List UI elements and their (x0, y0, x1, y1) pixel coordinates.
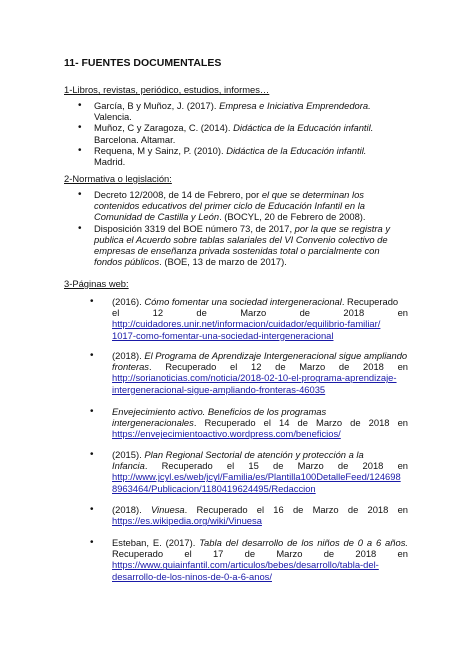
web-item: • Envejecimiento activo. Beneficios de los programas intergeneracionales. Recuperado el 14 de Marzo de 2018 en https://envejecimientoactivo.wordpress.com/beneficios/ (88, 406, 408, 440)
list-item: • Disposición 3319 del BOE número 73, de 2017, por la que se registra y publica el Acuerdo sobre tablas salariales del VI Convenio colectivo de empresas de enseñanza privada sostenidas total o parcialmente con fondos públicos. (BOE, 13 de marzo de 2017). (64, 223, 414, 268)
source-link[interactable]: intergeneracional-sigue-ampliando-fronteras-46035 (112, 383, 326, 395)
web-item: • (2018). Vinuesa. Recuperado el 16 de Marzo de 2018 en https://es.wikipedia.org/wiki/Vinuesa (88, 504, 408, 526)
source-link[interactable]: http://sorianoticias.com/noticia/2018-02-10-el-programa-aprendizaje- (112, 372, 397, 384)
list-item: • García, B y Muñoz, J. (2017). Empresa e Iniciativa Emprendedora. Valencia. (64, 100, 414, 122)
source-link[interactable]: 8963464/Publicacion/1180419624495/Redaccion (112, 482, 316, 494)
list-item: • Requena, M y Sainz, P. (2010). Didáctica de la Educación infantil. Madrid. (64, 145, 414, 167)
web-item: • (2015). Plan Regional Sectorial de atención y protección a la Infancia. Recuperado el 15 de Marzo de 2018 en http://www.jcyl.es/web/jcyl/Familia/es/Plantilla100DetalleFeed/124698 8963464/Publicacion/1180419624495/Redaccion (88, 449, 408, 494)
section-heading-web: 3-Páginas web: (64, 278, 129, 289)
source-link[interactable]: desarrollo-de-los-ninos-de-0-a-6-anos/ (112, 570, 272, 582)
web-item: • Esteban, E. (2017). Tabla del desarrollo de los niños de 0 a 6 años. Recuperado el 17 de Marzo de 2018 en https://www.guiainfantil.com/articulos/bebes/desarrollo/tabla-del- desarrollo-de-los-ninos-de-0-a-6-anos/ (88, 537, 408, 582)
books-list (64, 100, 414, 167)
source-link[interactable]: http://cuidadores.unir.net/informacion/cuidador/equilibrio-familiar/ (112, 318, 381, 330)
web-item: • (2016). Cómo fomentar una sociedad intergeneracional. Recuperado el 12 de Marzo de 2018 en http://cuidadores.unir.net/informacion/cuidador/equilibrio-familiar/ 1017-como-fomentar-una-sociedad-intergeneracional (88, 296, 408, 341)
source-link[interactable]: https://envejecimientoactivo.wordpress.com/beneficios/ (112, 428, 341, 440)
source-link[interactable]: 1017-como-fomentar-una-sociedad-intergeneracional (112, 329, 334, 341)
list-item: • Muñoz, C y Zaragoza, C. (2014). Didáctica de la Educación infantil. Barcelona. Altamar. (64, 122, 414, 144)
source-link[interactable]: http://www.jcyl.es/web/jcyl/Familia/es/Plantilla100DetalleFeed/124698 (112, 471, 401, 483)
section-heading-books: 1-Libros, revistas, periódico, estudios, informes… (64, 84, 270, 95)
source-link[interactable]: https://es.wikipedia.org/wiki/Vinuesa (112, 515, 262, 527)
section-heading-legislation: 2-Normativa o legislación: (64, 173, 172, 184)
web-item: • (2018). El Programa de Aprendizaje Intergeneracional sigue ampliando fronteras. Recuperado el 12 de Marzo de 2018 en http://sorianoticias.com/noticia/2018-02-10-el-programa-aprendizaje- intergeneracional-sigue-ampliando-fronteras-46035 (88, 350, 408, 395)
source-link[interactable]: https://www.guiainfantil.com/articulos/bebes/desarrollo/tabla-del- (112, 559, 379, 571)
list-item: • Decreto 12/2008, de 14 de Febrero, por el que se determinan los contenidos educativos del primer ciclo de Educación Infantil en la Comunidad de Castilla y León. (BOCYL, 20 de Febrero de 2008). (64, 189, 414, 223)
page-title: 11- FUENTES DOCUMENTALES (64, 57, 222, 69)
legislation-list (64, 189, 414, 267)
